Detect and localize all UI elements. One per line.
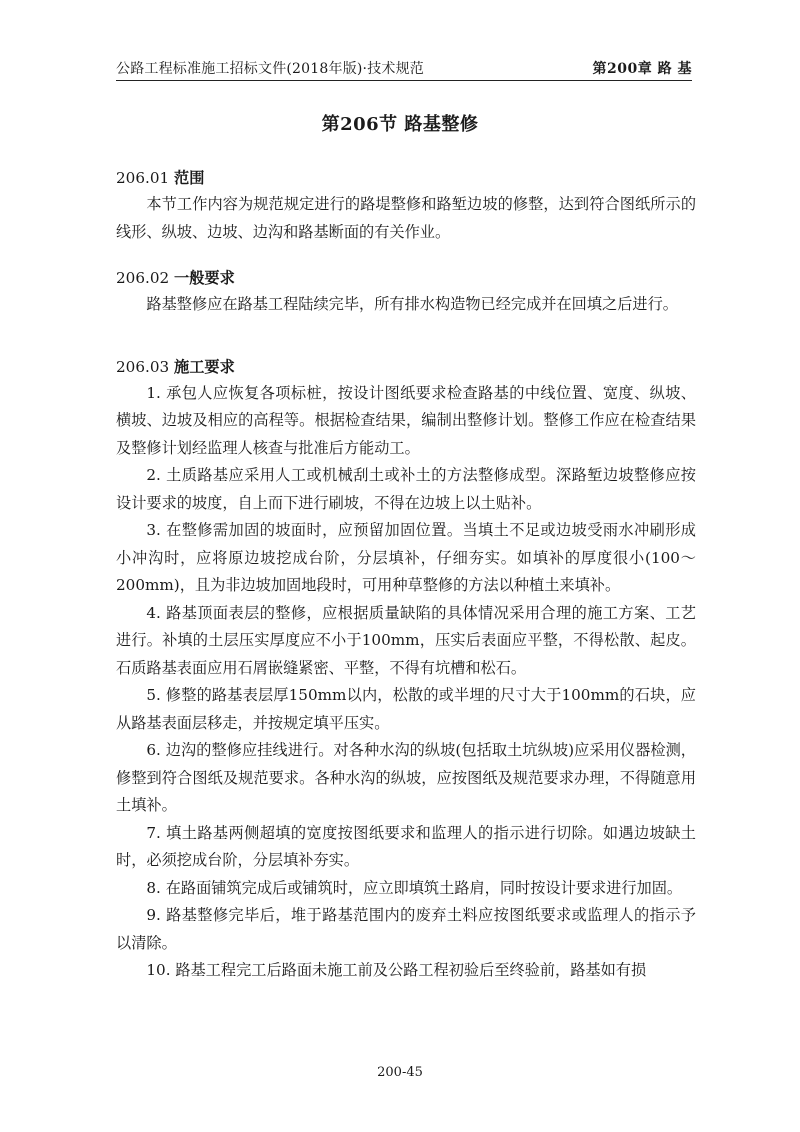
list-item: 1. 承包人应恢复各项标桩，按设计图纸要求检查路基的中线位置、宽度、纵坡、横坡、边坡及相应的高程等。根据检查结果，编制出整修计划。整修工作应在检查结果及整修计划经监理人核查与批准后方能动工。 [116, 383, 696, 457]
subsection-number: 206.02 [116, 269, 170, 287]
page-content [116, 166, 696, 985]
list-item: 7. 填土路基两侧超填的宽度按图纸要求和监理人的指示进行切除。如遇边坡缺土时，必须挖成台阶，分层填补夯实。 [116, 823, 696, 869]
subsection-heading [116, 266, 696, 291]
paragraph: 路基整修应在路基工程陆续完毕，所有排水构造物已经完成并在回填之后进行。 [146, 295, 678, 313]
subsection-name: 范围 [174, 169, 205, 187]
subsection-name: 一般要求 [174, 269, 235, 287]
chapter-title: 第200章 路 基 [592, 61, 692, 77]
list-item: 9. 路基整修完毕后，堆于路基范围内的废弃土料应按图纸要求或监理人的指示予以清除。 [116, 906, 696, 952]
section-title: 第206节 路基整修 [321, 114, 479, 135]
subsection-heading [116, 355, 696, 380]
subsection-name: 施工要求 [174, 357, 235, 376]
paragraph: 本节工作内容为规范规定进行的路堤整修和路堑边坡的修整，达到符合图纸所示的线形、纵坡、边坡、边沟和路基断面的有关作业。 [116, 195, 696, 241]
list-item: 4. 路基顶面表层的整修，应根据质量缺陷的具体情况采用合理的施工方案、工艺进行。补填的土层压实厚度应不小于100mm，压实后表面应平整，不得松散、起皮。石质路基表面应用石屑嵌缝紧密、平整，不得有坑槽和松石。 [116, 603, 696, 677]
page-header [116, 52, 692, 81]
list-item: 3. 在整修需加固的坡面时，应预留加固位置。当填土不足或边坡受雨水冲刷形成小冲沟时，应将原边坡挖成台阶，分层填补，仔细夯实。如填补的厚度很小(100～200mm)，且为非边坡加固地段时，可用种草整修的方法以种植土来填补。 [116, 521, 696, 594]
subsection-number: 206.01 [116, 169, 170, 187]
list-item: 8. 在路面铺筑完成后或铺筑时，应立即填筑土路肩，同时按设计要求进行加固。 [146, 878, 683, 897]
list-item: 10. 路基工程完工后路面未施工前及公路工程初验后至终验前，路基如有损 [146, 961, 647, 979]
subsection-heading [116, 166, 696, 191]
list-item: 5. 修整的路基表层厚150mm以内，松散的或半埋的尺寸大于100mm的石块，应从路基表面层移走，并按规定填平压实。 [116, 686, 696, 732]
subsection-number: 206.03 [116, 357, 170, 376]
document-title: 公路工程标准施工招标文件(2018年版)·技术规范 [116, 61, 425, 77]
page-number: 200-45 [377, 1065, 423, 1080]
list-item: 2. 土质路基应采用人工或机械刮土或补土的方法整修成型。深路堑边坡整修应按设计要求的坡度，自上而下进行刷坡，不得在边坡上以土贴补。 [116, 466, 696, 512]
list-item: 6. 边沟的整修应挂线进行。对各种水沟的纵坡(包括取土坑纵坡)应采用仪器检测，修整到符合图纸及规范要求。各种水沟的纵坡，应按图纸及规范要求办理，不得随意用土填补。 [116, 741, 696, 814]
